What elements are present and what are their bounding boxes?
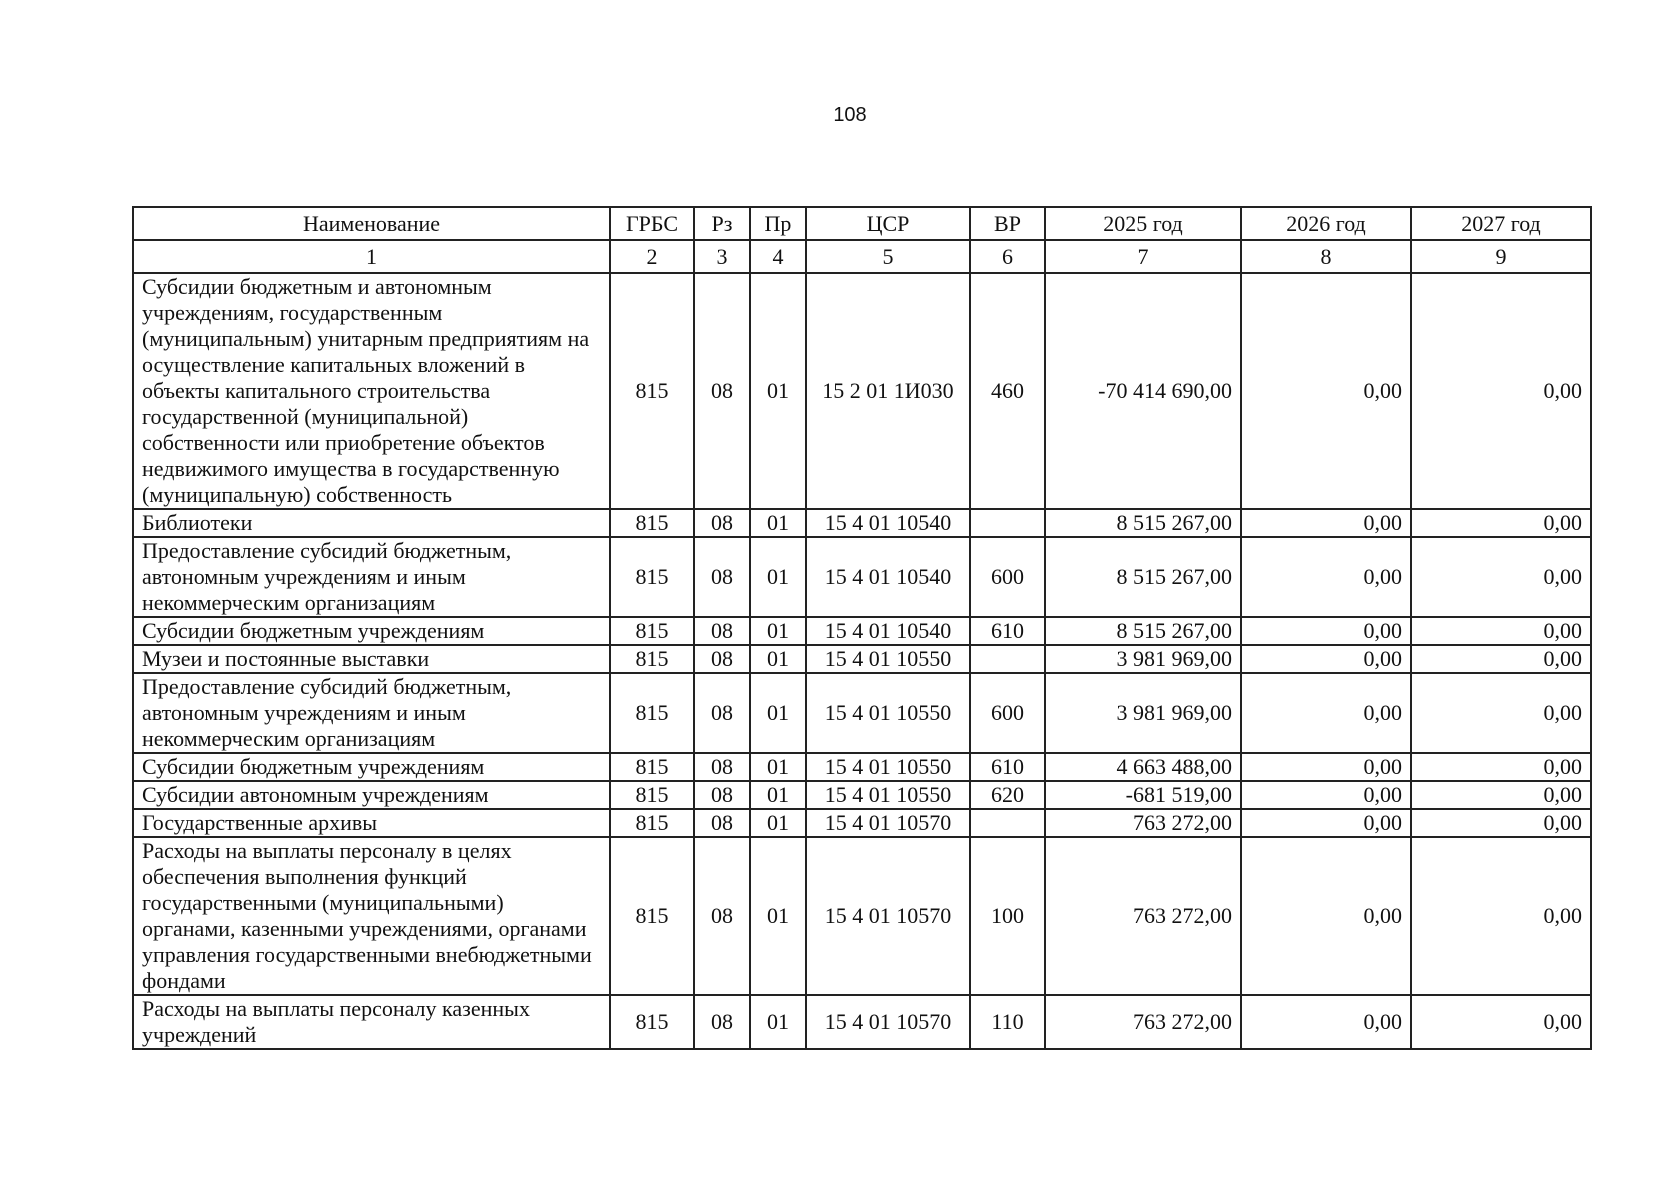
row-csr-cell: 15 4 01 10570 [806, 995, 970, 1049]
column-number: 9 [1411, 240, 1591, 273]
table-row [133, 273, 1591, 509]
row-pr-cell: 01 [750, 673, 806, 753]
row-pr-cell: 01 [750, 995, 806, 1049]
row-2026-cell: 0,00 [1241, 781, 1411, 809]
row-pr-cell: 01 [750, 537, 806, 617]
row-grbs-cell: 815 [610, 753, 694, 781]
row-csr-cell: 15 4 01 10570 [806, 809, 970, 837]
row-2027-cell: 0,00 [1411, 673, 1591, 753]
row-pr-cell: 01 [750, 781, 806, 809]
row-pr-cell: 01 [750, 837, 806, 995]
row-2026-cell: 0,00 [1241, 645, 1411, 673]
row-pr-cell: 01 [750, 645, 806, 673]
header-2026: 2026 год [1241, 207, 1411, 240]
row-2026-cell: 0,00 [1241, 753, 1411, 781]
table-row [133, 809, 1591, 837]
row-pr-cell: 01 [750, 617, 806, 645]
header-rz: Рз [694, 207, 750, 240]
row-vr-cell: 620 [970, 781, 1045, 809]
row-csr-cell: 15 4 01 10540 [806, 537, 970, 617]
row-2027-cell: 0,00 [1411, 273, 1591, 509]
row-grbs-cell: 815 [610, 809, 694, 837]
column-number: 1 [133, 240, 610, 273]
row-vr-cell: 110 [970, 995, 1045, 1049]
row-2027-cell: 0,00 [1411, 645, 1591, 673]
row-grbs-cell: 815 [610, 645, 694, 673]
row-2026-cell: 0,00 [1241, 617, 1411, 645]
row-csr-cell: 15 4 01 10570 [806, 837, 970, 995]
row-name-cell: Музеи и постоянные выставки [133, 645, 610, 673]
row-2025-cell: 3 981 969,00 [1045, 645, 1241, 673]
row-pr-cell: 01 [750, 273, 806, 509]
row-csr-cell: 15 4 01 10550 [806, 645, 970, 673]
row-2025-cell: 8 515 267,00 [1045, 617, 1241, 645]
table-row [133, 781, 1591, 809]
row-2026-cell: 0,00 [1241, 995, 1411, 1049]
row-2026-cell: 0,00 [1241, 273, 1411, 509]
row-2027-cell: 0,00 [1411, 509, 1591, 537]
row-rz-cell: 08 [694, 509, 750, 537]
header-2027: 2027 год [1411, 207, 1591, 240]
row-csr-cell: 15 4 01 10540 [806, 617, 970, 645]
row-pr-cell: 01 [750, 509, 806, 537]
row-2027-cell: 0,00 [1411, 617, 1591, 645]
row-2025-cell: 3 981 969,00 [1045, 673, 1241, 753]
table-row [133, 753, 1591, 781]
row-rz-cell: 08 [694, 537, 750, 617]
row-2027-cell: 0,00 [1411, 995, 1591, 1049]
row-vr-cell [970, 509, 1045, 537]
row-2027-cell: 0,00 [1411, 837, 1591, 995]
table-header [133, 207, 1591, 273]
header-pr: Пр [750, 207, 806, 240]
budget-table [132, 206, 1592, 1050]
row-grbs-cell: 815 [610, 995, 694, 1049]
page-number: 108 [833, 104, 867, 126]
row-2026-cell: 0,00 [1241, 837, 1411, 995]
row-2026-cell: 0,00 [1241, 673, 1411, 753]
row-2025-cell: 4 663 488,00 [1045, 753, 1241, 781]
column-number: 8 [1241, 240, 1411, 273]
column-number: 3 [694, 240, 750, 273]
row-vr-cell [970, 645, 1045, 673]
row-rz-cell: 08 [694, 273, 750, 509]
row-vr-cell: 100 [970, 837, 1045, 995]
row-2025-cell: 763 272,00 [1045, 995, 1241, 1049]
row-grbs-cell: 815 [610, 617, 694, 645]
row-grbs-cell: 815 [610, 781, 694, 809]
row-2025-cell: 8 515 267,00 [1045, 509, 1241, 537]
table-body [133, 273, 1591, 1049]
table-row [133, 995, 1591, 1049]
row-2026-cell: 0,00 [1241, 809, 1411, 837]
row-pr-cell: 01 [750, 753, 806, 781]
row-2027-cell: 0,00 [1411, 781, 1591, 809]
row-2027-cell: 0,00 [1411, 537, 1591, 617]
row-vr-cell: 600 [970, 673, 1045, 753]
row-grbs-cell: 815 [610, 509, 694, 537]
row-vr-cell [970, 809, 1045, 837]
row-2026-cell: 0,00 [1241, 509, 1411, 537]
row-name-cell: Предоставление субсидий бюджетным, автономным учреждениям и иным некоммерческим организациям [133, 537, 610, 617]
row-2025-cell: 763 272,00 [1045, 837, 1241, 995]
column-number-row [133, 240, 1591, 273]
row-rz-cell: 08 [694, 673, 750, 753]
row-vr-cell: 610 [970, 753, 1045, 781]
header-grbs: ГРБС [610, 207, 694, 240]
row-csr-cell: 15 4 01 10540 [806, 509, 970, 537]
row-2027-cell: 0,00 [1411, 809, 1591, 837]
row-2025-cell: 8 515 267,00 [1045, 537, 1241, 617]
row-grbs-cell: 815 [610, 273, 694, 509]
row-rz-cell: 08 [694, 995, 750, 1049]
table-row [133, 617, 1591, 645]
row-name-cell: Субсидии бюджетным учреждениям [133, 617, 610, 645]
row-name-cell: Субсидии бюджетным учреждениям [133, 753, 610, 781]
row-name-cell: Расходы на выплаты персоналу в целях обеспечения выполнения функций государственными (муниципальными) органами, казенными учреждениями, органами управления государственными внебюджетными фондами [133, 837, 610, 995]
row-csr-cell: 15 2 01 1И030 [806, 273, 970, 509]
row-csr-cell: 15 4 01 10550 [806, 673, 970, 753]
row-rz-cell: 08 [694, 645, 750, 673]
row-2025-cell: -681 519,00 [1045, 781, 1241, 809]
header-name: Наименование [133, 207, 610, 240]
row-name-cell: Расходы на выплаты персоналу казенных учреждений [133, 995, 610, 1049]
table-row [133, 537, 1591, 617]
row-pr-cell: 01 [750, 809, 806, 837]
header-csr: ЦСР [806, 207, 970, 240]
row-2027-cell: 0,00 [1411, 753, 1591, 781]
table-row [133, 645, 1591, 673]
row-name-cell: Субсидии бюджетным и автономным учреждениям, государственным (муниципальным) унитарным предприятиям на осуществление капитальных вложений в объекты капитального строительства государственной (муниципальной) собственности или приобретение объектов недвижимого имущества в государственную (муниципальную) собственность [133, 273, 610, 509]
row-vr-cell: 600 [970, 537, 1045, 617]
column-number: 7 [1045, 240, 1241, 273]
row-name-cell: Государственные архивы [133, 809, 610, 837]
row-grbs-cell: 815 [610, 837, 694, 995]
row-name-cell: Библиотеки [133, 509, 610, 537]
row-grbs-cell: 815 [610, 537, 694, 617]
row-rz-cell: 08 [694, 753, 750, 781]
table-row [133, 509, 1591, 537]
row-vr-cell: 460 [970, 273, 1045, 509]
row-name-cell: Предоставление субсидий бюджетным, автономным учреждениям и иным некоммерческим организациям [133, 673, 610, 753]
row-csr-cell: 15 4 01 10550 [806, 781, 970, 809]
table-row [133, 673, 1591, 753]
header-row [133, 207, 1591, 240]
row-rz-cell: 08 [694, 781, 750, 809]
header-vr: ВР [970, 207, 1045, 240]
row-2026-cell: 0,00 [1241, 537, 1411, 617]
column-number: 6 [970, 240, 1045, 273]
row-grbs-cell: 815 [610, 673, 694, 753]
row-rz-cell: 08 [694, 809, 750, 837]
row-rz-cell: 08 [694, 837, 750, 995]
column-number: 5 [806, 240, 970, 273]
row-rz-cell: 08 [694, 617, 750, 645]
row-name-cell: Субсидии автономным учреждениям [133, 781, 610, 809]
row-2025-cell: -70 414 690,00 [1045, 273, 1241, 509]
table-row [133, 837, 1591, 995]
column-number: 2 [610, 240, 694, 273]
row-csr-cell: 15 4 01 10550 [806, 753, 970, 781]
header-2025: 2025 год [1045, 207, 1241, 240]
row-vr-cell: 610 [970, 617, 1045, 645]
column-number: 4 [750, 240, 806, 273]
row-2025-cell: 763 272,00 [1045, 809, 1241, 837]
